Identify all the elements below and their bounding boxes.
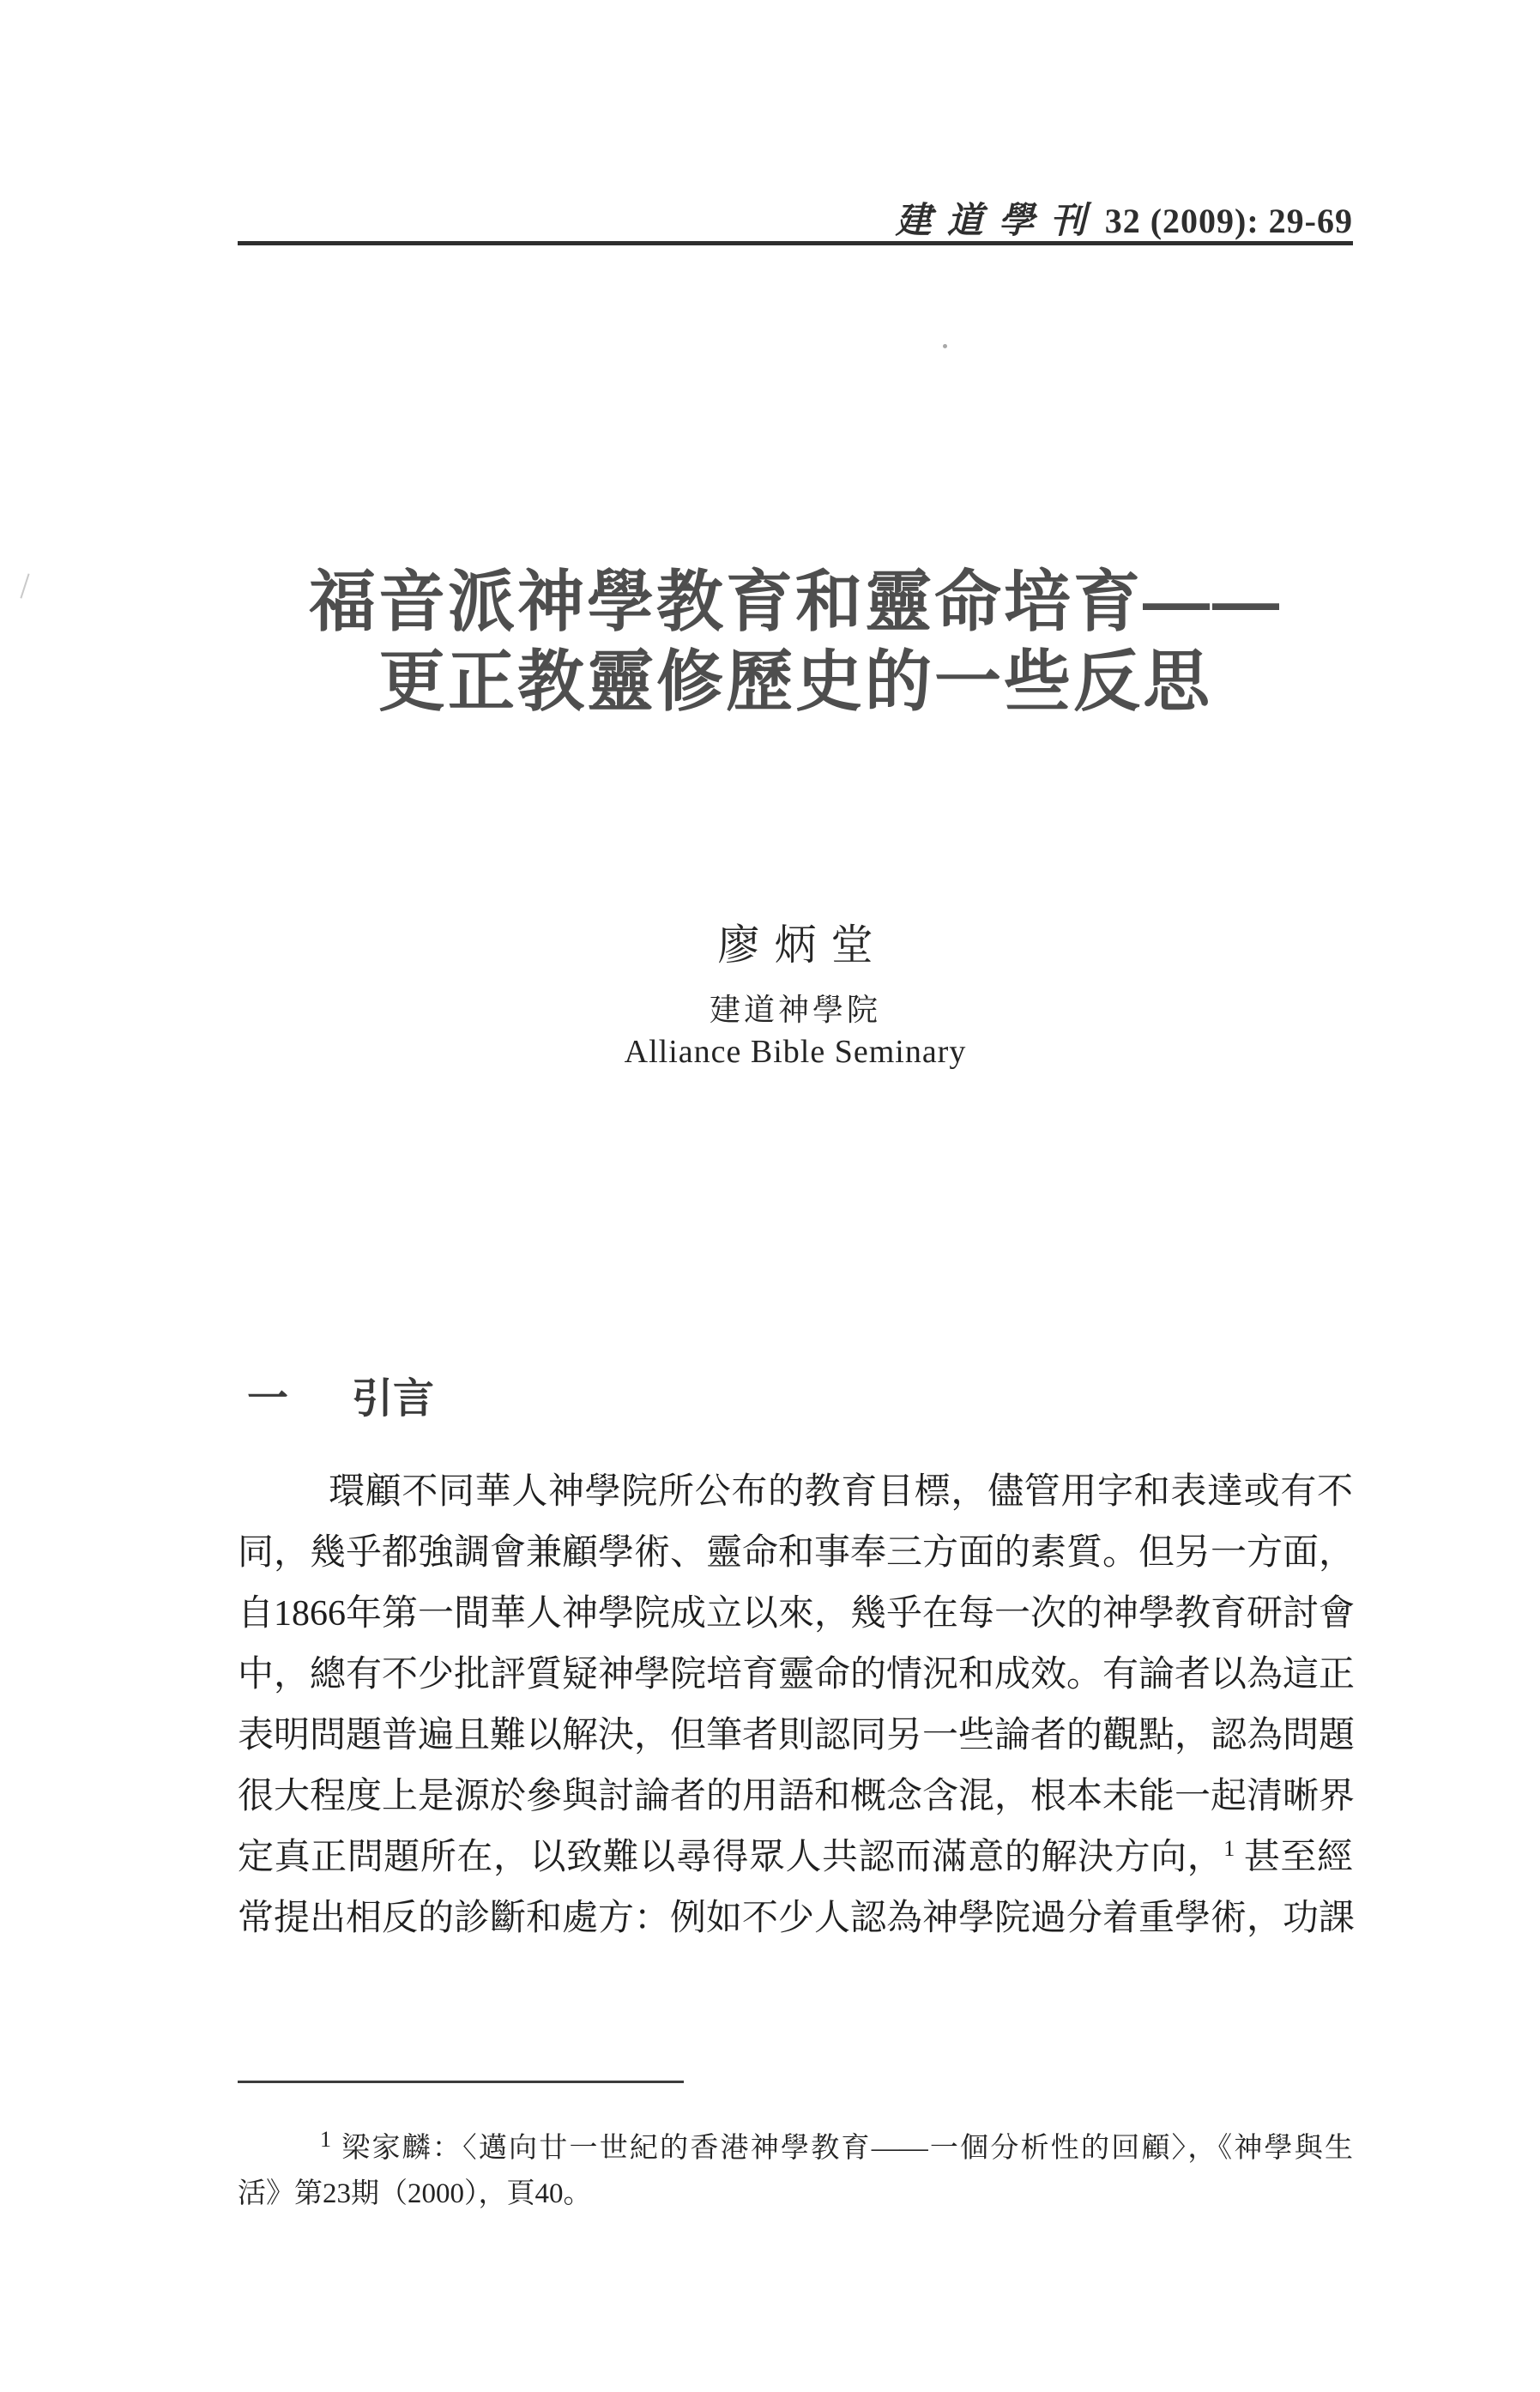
affiliation-chinese: 建道神學院 [709,993,881,1027]
body-line7-text: 定真正問題所在，以致難以尋得眾人共認而滿意的解決方向， [238,1838,1224,1877]
body-line [238,1827,1353,1888]
running-head [238,192,1353,244]
section-title: 引言 [352,1376,435,1422]
paragraph-introduction [238,1462,1356,1949]
footnote-reference-1: 1 [1223,1836,1235,1861]
scan-speck [943,344,947,348]
body-line: 常提出相反的診斷和處方：例如不少人認為神學院過分着重學術，功課 [238,1899,1356,1938]
author-name: 廖炳堂 [717,921,888,969]
article-title-line2: 更正教靈修歷史的一些反思 [377,643,1212,719]
footnote-1 [238,2126,1353,2217]
footnote-line1 [238,2126,1353,2172]
body-line: 同，幾乎都強調會兼顧學術、靈命和事奉三方面的素質。但另一方面， [238,1533,1356,1573]
footnote-divider [238,2081,684,2083]
journal-name: 建道學刊 [895,202,1102,241]
body-line: 中，總有不少批評質疑神學院培育靈命的情況和成效。有論者以為這正 [238,1655,1356,1694]
body-line: 自1866年第一間華人神學院成立以來，幾乎在每一次的神學教育研討會 [238,1594,1356,1634]
footnote-marker-1: 1 [320,2127,331,2152]
header-divider [238,241,1353,245]
article-title-line1: 福音派神學教育和靈命培育—— [308,564,1282,639]
section-number: 一 [247,1376,289,1422]
scan-mark [20,573,29,598]
body-line: 很大程度上是源於參與討論者的用語和概念含混，根本未能一起清晰界 [238,1777,1356,1816]
body-line: 環顧不同華人神學院所公布的教育目標，儘管用字和表達或有不 [329,1472,1353,1512]
body-line7-tail: 甚至經 [1243,1838,1353,1877]
footnote-text: 梁家麟：〈邁向廿一世紀的香港神學教育——一個分析性的回顧〉，《神學與生 [340,2133,1353,2164]
body-line: 表明問題普遍且難以解決，但筆者則認同另一些論者的觀點，認為問題 [238,1716,1356,1755]
journal-citation: 32 (2009): 29-69 [1104,202,1353,240]
footnote-line2: 活》第23期（2000），頁40。 [238,2178,592,2209]
affiliation-english: Alliance Bible Seminary [624,1034,967,1070]
section-heading [247,1374,434,1424]
article-title [203,562,1387,722]
